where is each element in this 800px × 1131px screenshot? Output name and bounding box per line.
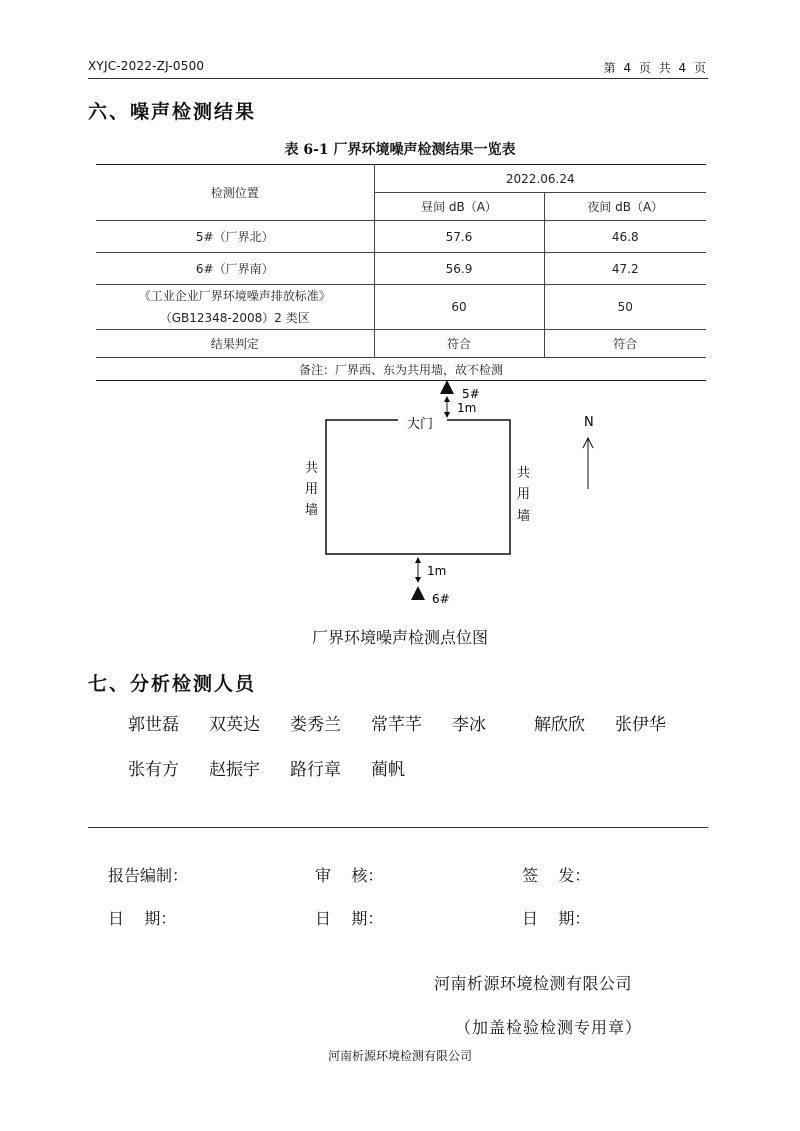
document-number: XYJC-2022-ZJ-0500 bbox=[88, 59, 205, 73]
row-location: 5#（厂界北） bbox=[96, 221, 374, 253]
header-date: 2022.06.24 bbox=[374, 165, 706, 193]
signature-divider bbox=[88, 827, 708, 828]
arrow-up-icon bbox=[444, 396, 450, 402]
standard-cell bbox=[96, 285, 374, 330]
monitoring-point-diagram bbox=[0, 372, 800, 622]
point-6-marker-icon bbox=[411, 586, 425, 600]
standard-night-value: 50 bbox=[544, 285, 706, 330]
table-note: 备注：厂界西、东为共用墙，故不检测 bbox=[96, 358, 706, 381]
east-wall-char: 共 bbox=[517, 466, 531, 481]
gate-label: 大门 bbox=[407, 417, 434, 432]
issued-by-label: 签 发： bbox=[522, 866, 591, 885]
staff-name: 娄秀兰 bbox=[290, 715, 341, 735]
section-6-title: 六、噪声检测结果 bbox=[88, 101, 257, 123]
table-row bbox=[96, 253, 706, 285]
noise-results-table bbox=[96, 164, 706, 381]
staff-name: 解欣欣 bbox=[534, 715, 585, 735]
stamp-note: （加盖检验检测专用章） bbox=[455, 1018, 643, 1037]
header-night: 夜间 dB（A） bbox=[544, 193, 706, 221]
table-row-standard bbox=[96, 285, 706, 330]
prepared-date-label: 日 期： bbox=[108, 909, 177, 928]
table-caption: 表 6-1 厂界环境噪声检测结果一览表 bbox=[284, 142, 516, 158]
staff-name: 张伊华 bbox=[615, 715, 666, 735]
judgement-day: 符合 bbox=[374, 330, 544, 358]
reviewed-date-label: 日 期： bbox=[315, 909, 384, 928]
prepared-by-label: 报告编制： bbox=[108, 866, 189, 885]
row-night-value: 47.2 bbox=[544, 253, 706, 285]
footer-company: 河南析源环境检测有限公司 bbox=[327, 1049, 472, 1063]
staff-row-2 bbox=[128, 755, 435, 780]
staff-name: 路行章 bbox=[290, 760, 341, 780]
standard-day-value: 60 bbox=[374, 285, 544, 330]
row-day-value: 56.9 bbox=[374, 253, 544, 285]
arrow-down-icon bbox=[415, 577, 421, 583]
west-wall-char: 共 bbox=[305, 461, 319, 476]
staff-name: 常芊芊 bbox=[371, 715, 422, 735]
point-5-marker-icon bbox=[440, 380, 454, 394]
staff-row-1 bbox=[128, 710, 696, 735]
header-location: 检测位置 bbox=[96, 165, 374, 221]
staff-name: 双英达 bbox=[209, 715, 260, 735]
north-label: N bbox=[584, 415, 594, 430]
diagram-caption: 厂界环境噪声检测点位图 bbox=[311, 628, 488, 647]
east-wall-char: 用 bbox=[517, 487, 531, 502]
page-info: 第 4 页 共 4 页 bbox=[603, 61, 708, 75]
standard-line-1: 《工业企业厂界环境噪声排放标准》 bbox=[138, 289, 331, 303]
west-wall-char: 用 bbox=[305, 482, 319, 497]
issued-date-label: 日 期： bbox=[522, 909, 591, 928]
staff-name: 郭世磊 bbox=[128, 715, 179, 735]
site-boundary bbox=[326, 420, 510, 554]
table-row-judgement bbox=[96, 330, 706, 358]
dist-south-label: 1m bbox=[427, 564, 447, 578]
table-row bbox=[96, 221, 706, 253]
staff-name: 李冰 bbox=[452, 715, 486, 735]
east-wall-char: 墙 bbox=[517, 509, 531, 524]
arrow-down-icon bbox=[444, 412, 450, 418]
west-wall-char: 墙 bbox=[305, 503, 319, 518]
judgement-night: 符合 bbox=[544, 330, 706, 358]
point-6-label: 6# bbox=[432, 592, 450, 606]
header-day: 昼间 dB（A） bbox=[374, 193, 544, 221]
row-day-value: 57.6 bbox=[374, 221, 544, 253]
reviewed-by-label: 审 核： bbox=[315, 866, 384, 885]
staff-name: 张有方 bbox=[128, 760, 179, 780]
row-night-value: 46.8 bbox=[544, 221, 706, 253]
staff-name: 蔺帆 bbox=[371, 760, 405, 780]
dist-north-label: 1m bbox=[457, 401, 477, 415]
row-location: 6#（厂界南） bbox=[96, 253, 374, 285]
point-5-label: 5# bbox=[462, 387, 480, 401]
header-divider bbox=[88, 78, 708, 79]
judgement-label: 结果判定 bbox=[96, 330, 374, 358]
section-7-title: 七、分析检测人员 bbox=[88, 673, 257, 695]
company-name: 河南析源环境检测有限公司 bbox=[434, 974, 633, 993]
arrow-up-icon bbox=[415, 557, 421, 563]
standard-line-2: （GB12348-2008）2 类区 bbox=[159, 311, 310, 325]
staff-name: 赵振宇 bbox=[209, 760, 260, 780]
